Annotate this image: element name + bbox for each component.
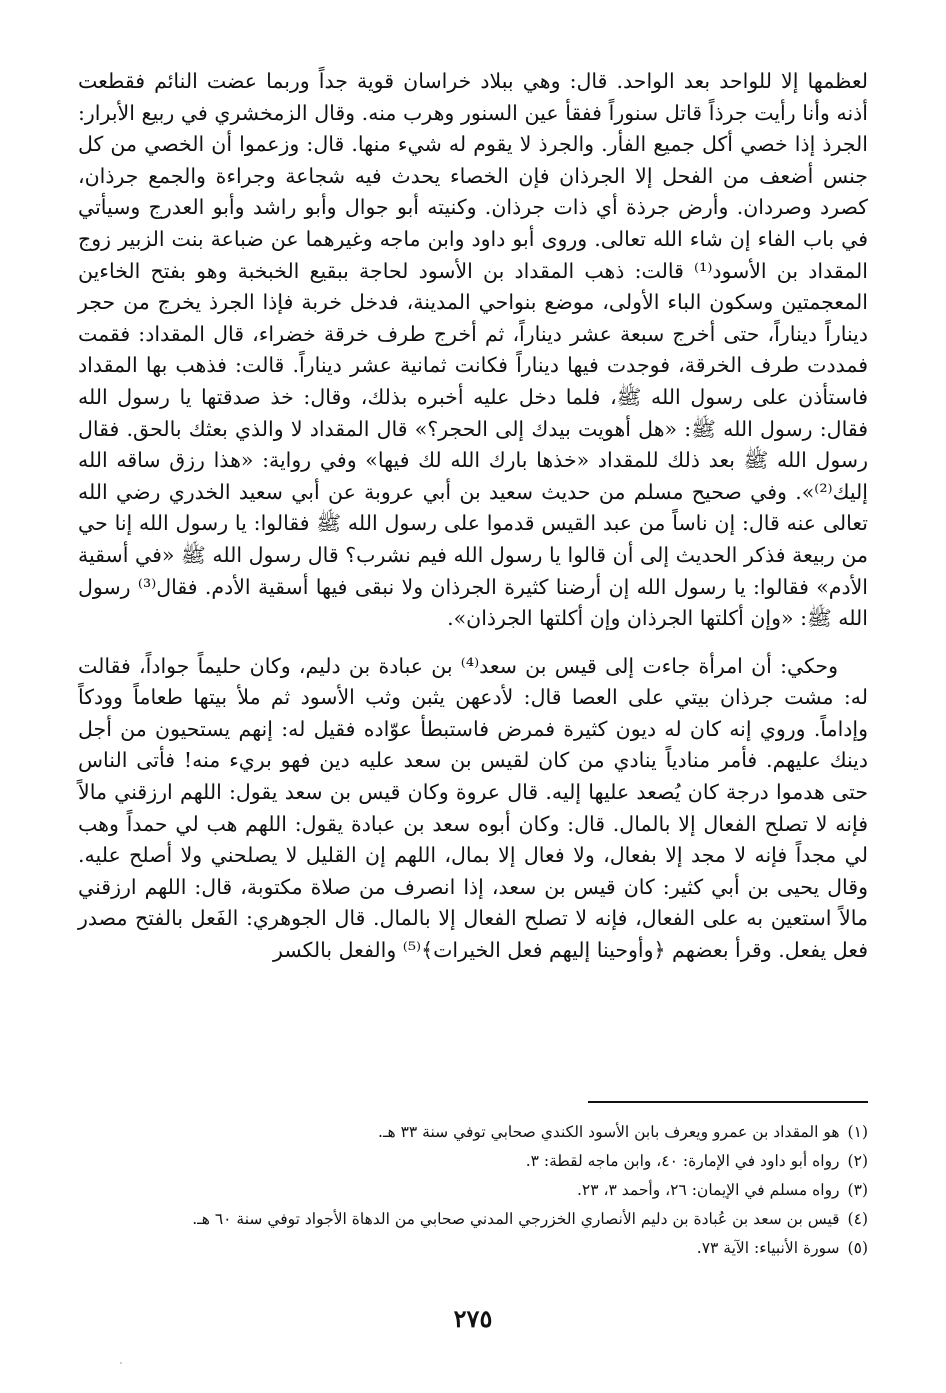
footnote-text: قيس بن سعد بن عُبادة بن دليم الأنصاري الخزرجي المدني صحابي من الدهاة الأجواد توفي سنة ٦٠ هـ. — [192, 1210, 840, 1228]
footnote-number: (٤) — [847, 1210, 868, 1228]
body-paragraph-1: لعظمها إلا للواحد بعد الواحد. قال: وهي ببلاد خراسان قوية جداً وربما عضت النائم فقطعت أذنه وأنا رأيت جرذاً قاتل سنوراً ففقأ عين السنور وهرب منه. وقال الزمخشري في ربيع الأبرار: الجرذ إذا خصي أكل جميع الفأر. والجرذ لا يقوم له شيء منها. قال: وزعموا أن الخصي من كل جنس أضعف من الفحل إلا الجرذان فإن الخصاء يحدث فيه شجاعة وجراءة والجمع جرذان، كصرد وصردان. وأرض جرذة أي ذات جرذان. وكنيته أبو جوال وأبو راشد وأبو العدرج وسيأتي في باب الفاء إن شاء الله تعالى. وروى أبو داود وابن ماجه وغيرهما عن ضباعة بنت الزبير زوج المقداد بن الأسود⁽¹⁾ قالت: ذهب المقداد بن الأسود لحاجة ببقيع الخبخبة وهو بفتح الخاءين المعجمتين وسكون الباء الأولى، موضع بنواحي المدينة، فدخل خربة فإذا الجرذ يخرج من حجر ديناراً ديناراً، حتى أخرج سبعة عشر ديناراً، ثم أخرج طرف خرقة خضراء، قال المقداد: فقمت فمددت طرف الخرقة، فوجدت فيها ديناراً فكانت ثمانية عشر ديناراً. قالت: فذهب بها المقداد فاستأذن على رسول الله ﷺ، فلما دخل عليه أخبره بذلك، وقال: خذ صدقتها يا رسول الله فقال: رسول الله ﷺ: «هل أهويت بيدك إلى الحجر؟» قال المقداد لا والذي بعثك بالحق. فقال رسول الله ﷺ بعد ذلك للمقداد «خذها بارك الله لك فيها» وفي رواية: «هذا رزق ساقه الله إليك⁽²⁾». وفي صحيح مسلم من حديث سعيد بن أبي عروبة عن أبي سعيد الخدري رضي الله تعالى عنه قال: إن ناساً من عبد القيس قدموا على رسول الله ﷺ فقالوا: يا رسول الله إنا حي من ربيعة فذكر الحديث إلى أن قالوا يا رسول الله فيم نشرب؟ قال رسول الله ﷺ «في أسقية الأدم» فقالوا: يا رسول الله إن أرضنا كثيرة الجرذان ولا نبقى فيها أسقية الأدم. فقال⁽³⁾ رسول الله ﷺ: «وإن أكلتها الجرذان وإن أكلتها الجرذان». — [78, 69, 868, 631]
footnote-item — [78, 1234, 868, 1263]
footnote-number: (١) — [847, 1123, 868, 1141]
footnotes-list — [78, 1118, 868, 1263]
footnote-item — [78, 1118, 868, 1147]
footnote-text: رواه أبو داود في الإمارة: ٤٠، وابن ماجه لقطة: ٣. — [525, 1152, 840, 1170]
scan-speck — [120, 1362, 122, 1364]
footnote-number: (٥) — [847, 1239, 868, 1257]
footnote-number: (٢) — [847, 1152, 868, 1170]
page-number: ٢٧٥ — [453, 1304, 493, 1333]
footnote-text: سورة الأنبياء: الآية ٧٣. — [696, 1239, 840, 1257]
footnote-divider — [588, 1101, 868, 1103]
footnote-item — [78, 1205, 868, 1234]
footnote-text: هو المقداد بن عمرو ويعرف بابن الأسود الكندي صحابي توفي سنة ٣٣ هـ. — [378, 1123, 840, 1141]
main-text — [78, 66, 868, 967]
footnote-number: (٣) — [847, 1181, 868, 1199]
footnote-item — [78, 1176, 868, 1205]
footnote-item — [78, 1147, 868, 1176]
body-paragraph-2: وحكي: أن امرأة جاءت إلى قيس بن سعد⁽⁴⁾ بن عبادة بن دليم، وكان حليماً جواداً، فقالت له: مشت جرذان بيتي على العصا قال: لأدعهن يثبن وثب الأسود ثم ملأ بيتها طعاماً وودكاً وإداماً. وروي إنه كان له ديون كثيرة فمرض فاستبطأ عوّاده فقيل له: إنهم يستحيون من أجل دينك عليهم. فأمر منادياً ينادي من كان لقيس بن سعد عليه دين فهو بريء منه! فأتى الناس حتى هدموا درجة كان يُصعد عليها إليه. قال عروة وكان قيس بن سعد يقول: اللهم ارزقني مالاً فإنه لا تصلح الفعال إلا بالمال. قال: وكان أبوه سعد بن عبادة يقول: اللهم هب لي حمداً وهب لي مجداً فإنه لا مجد إلا بفعال، ولا فعال إلا بمال، اللهم إن القليل لا يصلحني ولا أصلح عليه. وقال يحيى بن أبي كثير: كان قيس بن سعد، إذا انصرف من صلاة مكتوبة، قال: اللهم ارزقني مالاً استعين به على الفعال، فإنه لا تصلح الفعال إلا بالمال. قال الجوهري: الفَعل بالفتح مصدر فعل يفعل. وقرأ بعضهم ﴿وأوحينا إليهم فعل الخيرات﴾⁽⁵⁾ والفعل بالكسر — [78, 653, 869, 963]
footnote-text: رواه مسلم في الإيمان: ٢٦، وأحمد ٣، ٢٣. — [576, 1181, 840, 1199]
